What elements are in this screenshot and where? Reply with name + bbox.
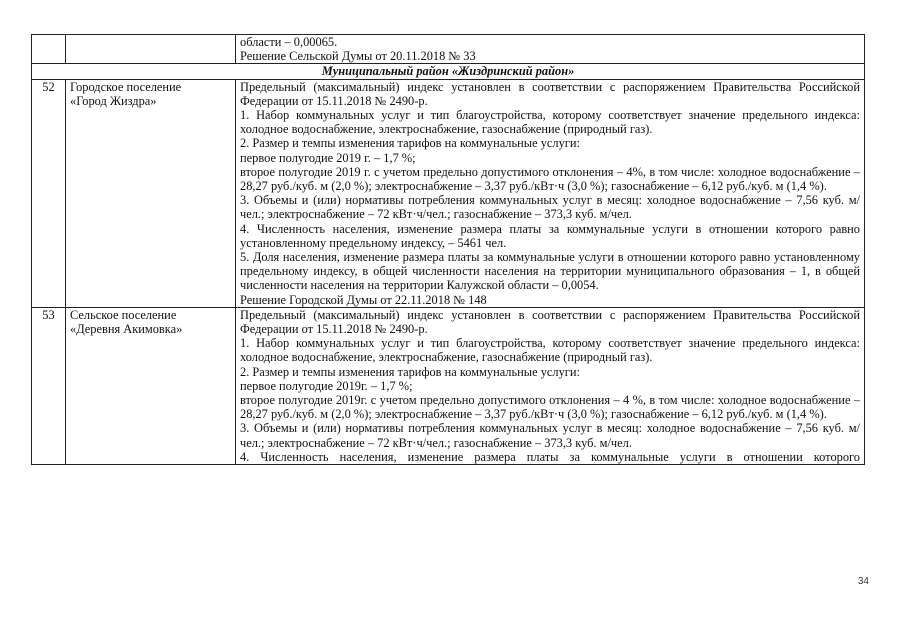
description-paragraph: Предельный (максимальный) индекс установлен в соответствии с распоряжением Правительства Российской Федерации от 15.11.2018 № 2490-р. [240,307,860,337]
tariff-table [31,34,865,465]
decision-line: Решение Сельской Думы от 20.11.2018 № 33 [240,49,476,64]
row-number: 53 [32,307,66,464]
description-paragraph: первое полугодие 2019 г. – 1,7 %; [240,150,416,165]
municipality-type: Городское поселение [70,79,182,94]
description-paragraph: 2. Размер и темпы изменения тарифов на коммунальные услуги: [240,136,580,151]
section-header-row [32,64,865,79]
description-paragraph: 3. Объемы и (или) нормативы потребления коммунальных услуг в месяц: холодное водоснабжение – 7,56 куб. м/чел.; электроснабжение – 72 кВт·ч/чел.; газоснабжение – 373,3 куб. м/чел. [240,193,860,222]
page-number: 34 [857,576,869,587]
description-paragraph: 1. Набор коммунальных услуг и тип благоустройства, которому соответствует значение предельного индекса: холодное водоснабжение, электроснабжение, газоснабжение (природный газ). [240,108,860,137]
table-row-continued [32,35,865,64]
table-row [32,79,865,307]
description-paragraph: 2. Размер и темпы изменения тарифов на коммунальные услуги: [240,364,580,379]
municipality-cell [66,35,236,64]
description-paragraph: второе полугодие 2019 г. с учетом предельно допустимого отклонения – 4%, в том числе: холодное водоснабжение – 28,27 руб./куб. м (2,0 %); электроснабжение – 3,37 руб./кВт·ч (3,0 %); газоснабжение – 6,12 руб./куб. м (1,4 %). [240,164,860,194]
description-cell [236,79,865,307]
row-number-cell [32,35,66,64]
row-number: 52 [32,79,66,307]
description-paragraph: 4. Численность населения, изменение размера платы за коммунальные услуги в отношении которого равно установленному предельному индексу, – 5461 чел. [240,221,860,250]
description-paragraph: Предельный (максимальный) индекс установлен в соответствии с распоряжением Правительства Российской Федерации от 15.11.2018 № 2490-р. [240,79,860,108]
description-paragraph: 3. Объемы и (или) нормативы потребления коммунальных услуг в месяц: холодное водоснабжение – 7,56 куб. м/чел.; электроснабжение – 72 кВт·ч/чел.; газоснабжение – 373,3 куб. м/чел. [240,421,860,450]
description-paragraph: 1. Набор коммунальных услуг и тип благоустройства, которому соответствует значение предельного индекса: холодное водоснабжение, электроснабжение, газоснабжение (природный газ). [240,336,860,365]
description-paragraph: первое полугодие 2019г. – 1,7 %; [240,378,413,393]
description-cell [236,35,865,64]
municipality-name [66,307,236,464]
section-title: Муниципальный район «Жиздринский район» [32,64,865,79]
municipality-type: Сельское поселение [70,307,177,322]
description-line: области – 0,00065. [240,35,338,49]
municipality-title: «Деревня Акимовка» [70,322,183,337]
decision-line: Решение Городской Думы от 22.11.2018 № 148 [240,292,487,307]
table-row [32,307,865,464]
description-paragraph: 5. Доля населения, изменение размера платы за коммунальные услуги в отношении которого равно установленному предельному индексу, в общей численности населения на территории муниципального образования – 1, в общей численности населения на территории Калужской области – 0,0054. [240,250,860,293]
description-paragraph: второе полугодие 2019г. с учетом предельно допустимого отклонения – 4 %, в том числе: холодное водоснабжение – 28,27 руб./куб. м (2,0 %); электроснабжение – 3,37 руб./кВт·ч (3,0 %); газоснабжение – 6,12 руб./куб. м (1,4 %). [240,393,860,422]
description-cell [236,307,865,464]
municipality-name [66,79,236,307]
description-paragraph: 4. Численность населения, изменение размера платы за коммунальные услуги в отношении которого [240,449,860,464]
municipality-title: «Город Жиздра» [70,93,157,108]
